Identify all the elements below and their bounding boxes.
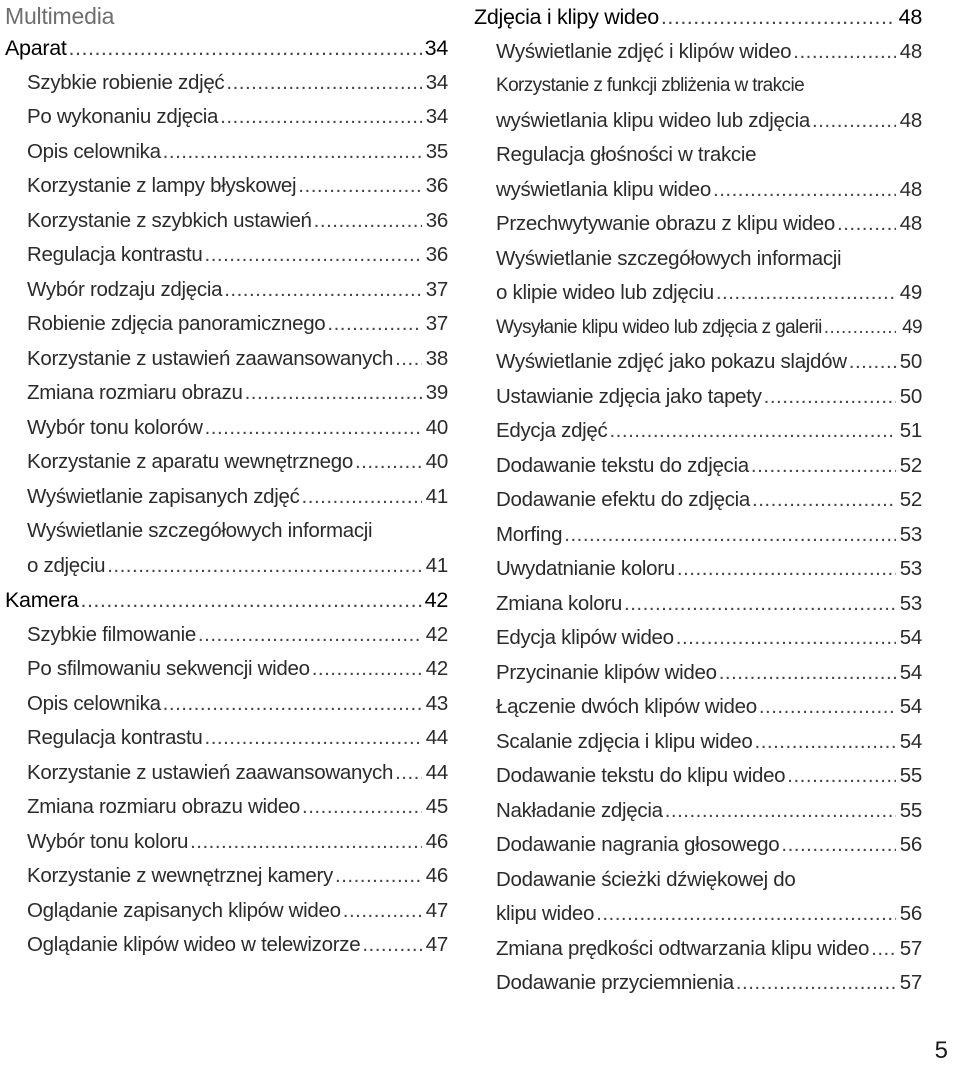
toc-entry-page: 40 bbox=[425, 450, 448, 473]
dot-leader bbox=[661, 0, 896, 35]
toc-entry-page: 42 bbox=[425, 657, 448, 680]
dot-leader bbox=[793, 35, 896, 70]
toc-entry[interactable] bbox=[5, 238, 448, 273]
toc-entry-label: Dodawanie tekstu do klipu wideo bbox=[496, 764, 786, 787]
toc-entry[interactable] bbox=[5, 514, 448, 549]
toc-entry-label: Dodawanie ścieżki dźwiękowej do bbox=[496, 867, 796, 891]
toc-entry-label: Zmiana koloru bbox=[496, 591, 622, 615]
dot-leader bbox=[609, 414, 896, 449]
dot-leader bbox=[355, 445, 422, 480]
dot-leader bbox=[343, 894, 422, 929]
dot-leader bbox=[781, 828, 896, 863]
toc-entry[interactable] bbox=[474, 483, 922, 518]
toc-entry[interactable] bbox=[474, 104, 922, 139]
toc-entry-page: 48 bbox=[899, 177, 922, 201]
toc-entry[interactable] bbox=[474, 518, 922, 553]
dot-leader bbox=[676, 621, 896, 656]
dot-leader bbox=[736, 966, 896, 1001]
toc-entry-page: 41 bbox=[425, 553, 448, 577]
dot-leader bbox=[327, 307, 422, 342]
toc-entry-label: Wyświetlanie szczegółowych informacji bbox=[496, 246, 842, 270]
toc-entry-page: 41 bbox=[425, 484, 448, 508]
dot-leader bbox=[395, 756, 422, 791]
toc-entry[interactable] bbox=[5, 687, 448, 722]
dot-leader bbox=[713, 173, 896, 208]
toc-entry[interactable] bbox=[5, 342, 448, 377]
dot-leader bbox=[677, 552, 896, 587]
toc-entry-page: 54 bbox=[899, 660, 922, 684]
toc-entry-page: 52 bbox=[899, 488, 922, 511]
page-number: 5 bbox=[934, 1037, 948, 1064]
toc-entry-page: 40 bbox=[425, 415, 448, 439]
toc-heading-entry[interactable] bbox=[474, 0, 922, 35]
toc-entry-page: 53 bbox=[899, 591, 922, 615]
toc-entry-page: 37 bbox=[425, 277, 448, 301]
toc-entry[interactable] bbox=[5, 825, 448, 860]
toc-entry[interactable] bbox=[5, 307, 448, 342]
toc-entry-label: Korzystanie z funkcji zbliżenia w trakcie bbox=[496, 75, 805, 96]
toc-entry[interactable] bbox=[5, 376, 448, 411]
toc-entry[interactable] bbox=[474, 173, 922, 208]
toc-entry-label: Morfing bbox=[496, 522, 563, 546]
toc-entry[interactable] bbox=[5, 652, 448, 687]
dot-leader bbox=[751, 449, 896, 484]
toc-entry-page: 34 bbox=[425, 70, 448, 94]
dot-leader bbox=[302, 480, 422, 515]
toc-entry[interactable] bbox=[5, 894, 448, 929]
toc-entry-label: Szybkie robienie zdjęć bbox=[27, 70, 225, 94]
toc-entry-page: 44 bbox=[425, 726, 448, 749]
toc-entry-label: Wybór rodzaju zdjęcia bbox=[27, 277, 223, 301]
toc-entry-label: Edycja zdjęć bbox=[496, 419, 608, 442]
dot-leader bbox=[163, 135, 422, 170]
dot-leader bbox=[764, 380, 896, 415]
dot-leader bbox=[716, 276, 896, 311]
toc-entry-page: 53 bbox=[899, 557, 922, 580]
toc-entry-label: Zdjęcia i klipy wideo bbox=[474, 5, 659, 29]
toc-entry-label: Zmiana rozmiaru obrazu wideo bbox=[27, 795, 301, 818]
toc-entry[interactable] bbox=[474, 621, 922, 656]
toc-entry-page: 36 bbox=[425, 208, 448, 232]
toc-entry-page: 36 bbox=[425, 243, 448, 266]
toc-entry[interactable] bbox=[474, 69, 922, 104]
toc-entry-label: Ustawianie zdjęcia jako tapety bbox=[496, 384, 762, 408]
dot-leader bbox=[596, 897, 896, 932]
toc-entry[interactable] bbox=[474, 863, 922, 898]
toc-entry-page: 54 bbox=[899, 695, 922, 718]
dot-leader bbox=[564, 518, 896, 553]
toc-entry-page: 50 bbox=[899, 350, 922, 373]
toc-entry-page: 42 bbox=[424, 588, 448, 612]
toc-entry-label: Kamera bbox=[5, 588, 79, 612]
toc-left-column bbox=[5, 0, 448, 963]
dot-leader bbox=[362, 928, 422, 963]
dot-leader bbox=[198, 618, 422, 653]
dot-leader bbox=[205, 411, 422, 446]
toc-entry[interactable] bbox=[474, 552, 922, 587]
toc-entry[interactable] bbox=[474, 35, 922, 70]
toc-entry-page: 47 bbox=[425, 933, 448, 956]
toc-entry-page: 53 bbox=[899, 522, 922, 546]
dot-leader bbox=[719, 656, 896, 691]
dot-leader bbox=[80, 583, 422, 618]
toc-entry-label: o zdjęciu bbox=[27, 553, 106, 577]
dot-leader bbox=[312, 652, 422, 687]
toc-entry-page: 48 bbox=[898, 5, 922, 29]
toc-entry-page: 51 bbox=[899, 419, 922, 442]
toc-entry[interactable] bbox=[5, 756, 448, 791]
dot-leader bbox=[871, 932, 896, 967]
toc-entry-label: Oglądanie zapisanych klipów wideo bbox=[27, 898, 341, 922]
toc-entry[interactable] bbox=[5, 204, 448, 239]
toc-entry-label: Łączenie dwóch klipów wideo bbox=[496, 695, 757, 718]
toc-entry-page: 55 bbox=[899, 764, 922, 787]
dot-leader bbox=[69, 31, 422, 66]
toc-entry[interactable] bbox=[474, 311, 922, 346]
toc-entry-label: Korzystanie z aparatu wewnętrznego bbox=[27, 450, 353, 473]
toc-entry-label: Opis celownika bbox=[27, 139, 161, 163]
toc-entry-label: Po sfilmowaniu sekwencji wideo bbox=[27, 657, 310, 680]
toc-entry-page: 43 bbox=[425, 691, 448, 715]
toc-entry-label: Regulacja kontrastu bbox=[27, 243, 203, 266]
toc-entry-label: Wyświetlanie zdjęć i klipów wideo bbox=[496, 39, 792, 63]
toc-entry-page: 38 bbox=[425, 346, 448, 370]
dot-leader bbox=[395, 342, 422, 377]
toc-entry-page: 57 bbox=[899, 936, 922, 960]
toc-heading-entry[interactable] bbox=[5, 31, 448, 66]
dot-leader bbox=[755, 725, 896, 760]
toc-entry[interactable] bbox=[5, 445, 448, 480]
toc-entry[interactable] bbox=[474, 690, 922, 725]
dot-leader bbox=[190, 825, 422, 860]
toc-entry-label: Opis celownika bbox=[27, 691, 161, 715]
toc-entry-label: Wyświetlanie szczegółowych informacji bbox=[27, 519, 373, 542]
toc-entry[interactable] bbox=[5, 100, 448, 135]
toc-entry[interactable] bbox=[474, 794, 922, 829]
dot-leader bbox=[107, 549, 422, 584]
toc-entry[interactable] bbox=[5, 273, 448, 308]
toc-entry-label: Edycja klipów wideo bbox=[496, 626, 674, 649]
dot-leader bbox=[812, 104, 896, 139]
toc-entry-label: Wyświetlanie zapisanych zdjęć bbox=[27, 484, 300, 508]
toc-entry-page: 47 bbox=[425, 898, 448, 922]
toc-entry-page: 39 bbox=[425, 381, 448, 404]
toc-entry[interactable] bbox=[474, 966, 922, 1001]
toc-entry-label: Wyświetlanie zdjęć jako pokazu slajdów bbox=[496, 350, 847, 373]
dot-leader bbox=[837, 207, 896, 242]
toc-entry-label: Uwydatnianie koloru bbox=[496, 557, 675, 580]
toc-entry[interactable] bbox=[5, 790, 448, 825]
toc-entry[interactable] bbox=[5, 859, 448, 894]
toc-entry-page: 46 bbox=[425, 864, 448, 887]
dot-leader bbox=[759, 690, 896, 725]
toc-entry[interactable] bbox=[474, 725, 922, 760]
toc-entry-label: Dodawanie tekstu do zdjęcia bbox=[496, 453, 749, 477]
toc-entry-page: 42 bbox=[425, 622, 448, 646]
toc-entry[interactable] bbox=[5, 66, 448, 101]
toc-entry-label: Dodawanie efektu do zdjęcia bbox=[496, 488, 751, 511]
toc-entry-label: Aparat bbox=[5, 36, 67, 60]
toc-entry-page: 49 bbox=[902, 316, 922, 338]
toc-entry-page: 48 bbox=[899, 212, 922, 235]
dot-leader bbox=[314, 204, 422, 239]
toc-entry[interactable] bbox=[474, 207, 922, 242]
toc-list-left bbox=[5, 31, 448, 963]
toc-entry[interactable] bbox=[5, 135, 448, 170]
toc-entry[interactable] bbox=[5, 928, 448, 963]
toc-entry-page: 54 bbox=[899, 626, 922, 649]
toc-entry-label: Scalanie zdjęcia i klipu wideo bbox=[496, 729, 753, 753]
toc-entry-label: Regulacja kontrastu bbox=[27, 726, 203, 749]
toc-entry-label: Wybór tonu koloru bbox=[27, 829, 189, 853]
toc-entry-label: Przechwytywanie obrazu z klipu wideo bbox=[496, 212, 836, 235]
dot-leader bbox=[163, 687, 422, 722]
toc-entry[interactable] bbox=[5, 411, 448, 446]
dot-leader bbox=[624, 587, 896, 622]
toc-entry-label: wyświetlania klipu wideo lub zdjęcia bbox=[496, 108, 810, 132]
toc-entry[interactable] bbox=[5, 721, 448, 756]
dot-leader bbox=[226, 66, 422, 101]
toc-entry-page: 35 bbox=[425, 139, 448, 163]
toc-entry[interactable] bbox=[5, 618, 448, 653]
toc-entry-label: Oglądanie klipów wideo w telewizorze bbox=[27, 933, 361, 956]
toc-entry-label: Regulacja głośności w trakcie bbox=[496, 143, 757, 166]
toc-entry-page: 48 bbox=[899, 39, 922, 63]
toc-entry[interactable] bbox=[474, 380, 922, 415]
toc-entry-label: Zmiana prędkości odtwarzania klipu wideo bbox=[496, 936, 870, 960]
toc-entry-label: klipu wideo bbox=[496, 902, 595, 925]
toc-entry-label: Korzystanie z ustawień zaawansowanych bbox=[27, 346, 394, 370]
dot-leader bbox=[849, 345, 896, 380]
toc-entry-label: Korzystanie z ustawień zaawansowanych bbox=[27, 760, 394, 784]
toc-entry-label: Przycinanie klipów wideo bbox=[496, 660, 717, 684]
toc-entry-label: Korzystanie z wewnętrznej kamery bbox=[27, 864, 333, 887]
dot-leader bbox=[665, 794, 896, 829]
toc-entry-page: 55 bbox=[899, 798, 922, 822]
toc-entry-page: 44 bbox=[425, 760, 448, 784]
dot-leader bbox=[205, 238, 423, 273]
toc-entry-label: Zmiana rozmiaru obrazu bbox=[27, 381, 243, 404]
toc-entry-label: Wybór tonu kolorów bbox=[27, 415, 203, 439]
toc-entry-page: 52 bbox=[899, 453, 922, 477]
toc-entry-page: 56 bbox=[899, 833, 922, 856]
toc-entry[interactable] bbox=[474, 138, 922, 173]
toc-entry-page: 34 bbox=[425, 105, 448, 128]
toc-entry[interactable] bbox=[474, 449, 922, 484]
toc-entry-page: 49 bbox=[899, 281, 922, 304]
toc-entry-page: 56 bbox=[899, 902, 922, 925]
toc-entry-page: 57 bbox=[899, 971, 922, 994]
toc-entry[interactable] bbox=[474, 759, 922, 794]
toc-list-right bbox=[474, 0, 922, 1001]
toc-entry-label: wyświetlania klipu wideo bbox=[496, 177, 711, 201]
dot-leader bbox=[302, 790, 422, 825]
toc-entry-page: 54 bbox=[899, 729, 922, 753]
toc-entry[interactable] bbox=[5, 549, 448, 584]
toc-entry-label: Korzystanie z szybkich ustawień bbox=[27, 208, 312, 232]
toc-entry-label: Nakładanie zdjęcia bbox=[496, 798, 663, 822]
toc-entry[interactable] bbox=[474, 276, 922, 311]
toc-entry[interactable] bbox=[474, 828, 922, 863]
toc-entry-page: 34 bbox=[424, 36, 448, 60]
dot-leader bbox=[298, 169, 422, 204]
toc-entry-page: 46 bbox=[425, 829, 448, 853]
toc-entry-label: Szybkie filmowanie bbox=[27, 622, 196, 646]
toc-entry[interactable] bbox=[474, 242, 922, 277]
toc-heading-entry[interactable] bbox=[5, 583, 448, 618]
toc-entry[interactable] bbox=[474, 414, 922, 449]
toc-entry-page: 36 bbox=[425, 174, 448, 197]
section-title: Multimedia bbox=[5, 3, 115, 29]
toc-entry-label: Robienie zdjęcia panoramicznego bbox=[27, 312, 326, 335]
toc-entry-label: o klipie wideo lub zdjęciu bbox=[496, 281, 714, 304]
toc-right-column bbox=[474, 0, 922, 1001]
toc-entry-label: Dodawanie przyciemnienia bbox=[496, 971, 734, 994]
dot-leader bbox=[335, 859, 422, 894]
toc-entry-label: Korzystanie z lampy błyskowej bbox=[27, 174, 297, 197]
dot-leader bbox=[787, 759, 896, 794]
toc-entry[interactable] bbox=[474, 587, 922, 622]
toc-entry-page: 37 bbox=[425, 312, 448, 335]
dot-leader bbox=[205, 721, 423, 756]
dot-leader bbox=[245, 376, 422, 411]
toc-entry-page: 45 bbox=[425, 795, 448, 818]
toc-entry[interactable] bbox=[474, 656, 922, 691]
dot-leader bbox=[224, 273, 422, 308]
toc-entry[interactable] bbox=[5, 169, 448, 204]
toc-entry[interactable] bbox=[474, 932, 922, 967]
toc-entry-page: 50 bbox=[899, 384, 922, 408]
toc-entry[interactable] bbox=[474, 345, 922, 380]
toc-entry-label: Po wykonaniu zdjęcia bbox=[27, 105, 219, 128]
toc-entry[interactable] bbox=[5, 480, 448, 515]
toc-entry-label: Dodawanie nagrania głosowego bbox=[496, 833, 780, 856]
toc-entry-page: 48 bbox=[899, 108, 922, 132]
dot-leader bbox=[220, 100, 422, 135]
toc-entry-label: Wysyłanie klipu wideo lub zdjęcia z galerii bbox=[496, 316, 822, 338]
dot-leader bbox=[824, 311, 896, 346]
toc-entry[interactable] bbox=[474, 897, 922, 932]
dot-leader bbox=[752, 483, 896, 518]
